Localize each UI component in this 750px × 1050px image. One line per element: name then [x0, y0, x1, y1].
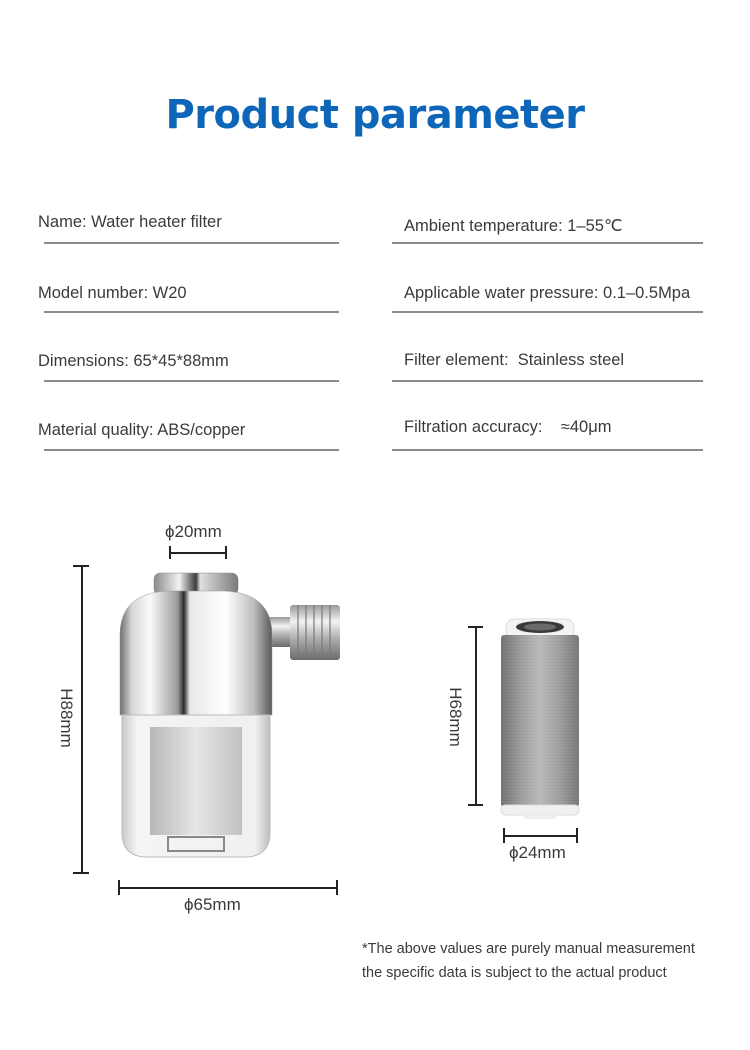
- dimension-tick: [73, 872, 89, 874]
- dimension-line: [170, 552, 226, 554]
- divider: [44, 449, 339, 451]
- divider: [44, 311, 339, 313]
- dimension-line: [475, 627, 477, 805]
- param-filter-element: Filter element: Stainless steel: [404, 351, 625, 369]
- divider: [44, 380, 339, 382]
- param-model-number: Model number: W20: [38, 284, 187, 302]
- dimension-tick: [225, 546, 227, 559]
- dimension-line: [504, 835, 577, 837]
- divider: [392, 449, 703, 451]
- param-water-pressure: Applicable water pressure: 0.1–0.5Mpa: [404, 284, 691, 302]
- param-dimensions: Dimensions: 65*45*88mm: [38, 352, 229, 370]
- dimension-tick: [468, 626, 483, 628]
- divider: [392, 380, 703, 382]
- dimension-tick: [118, 880, 120, 895]
- divider: [392, 242, 703, 244]
- dimension-tick: [576, 828, 578, 843]
- param-filtration-accuracy: Filtration accuracy: ≈40μm: [404, 418, 612, 436]
- dimension-tick: [503, 828, 505, 843]
- divider: [44, 242, 339, 244]
- page-title: Product parameter: [165, 92, 585, 138]
- height-label: H88mm: [57, 688, 76, 748]
- water-heater-filter-image: [110, 565, 350, 865]
- dimension-line: [81, 565, 83, 873]
- cartridge-height-label: H68mm: [446, 687, 465, 747]
- param-ambient-temperature: Ambient temperature: 1–55℃: [404, 217, 623, 235]
- dimension-tick: [73, 565, 89, 567]
- dimension-tick: [169, 546, 171, 559]
- filter-cartridge-image: [498, 615, 582, 821]
- dimension-tick: [336, 880, 338, 895]
- inlet-diameter-label: ϕ20mm: [165, 522, 222, 541]
- note-line-1: *The above values are purely manual measurement: [362, 941, 695, 957]
- cartridge-diameter-label: ϕ24mm: [509, 843, 566, 862]
- param-name: Name: Water heater filter: [38, 213, 222, 231]
- note-line-2: the specific data is subject to the actual product: [362, 965, 667, 981]
- body-diameter-label: ϕ65mm: [184, 895, 241, 914]
- divider: [392, 311, 703, 313]
- dimension-tick: [468, 804, 483, 806]
- dimension-line: [119, 887, 337, 889]
- param-material-quality: Material quality: ABS/copper: [38, 421, 246, 439]
